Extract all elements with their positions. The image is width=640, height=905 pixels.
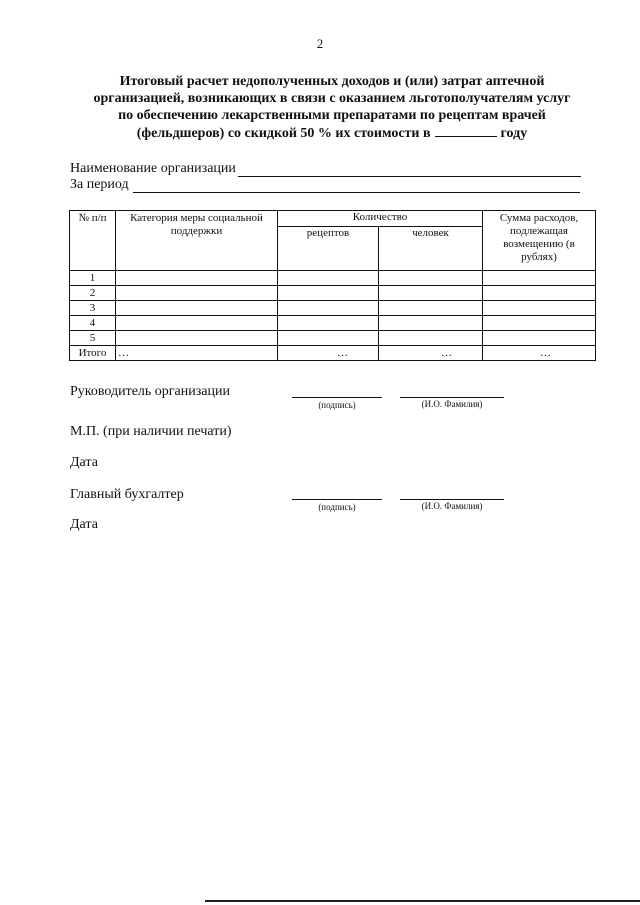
accountant-signature-line[interactable] [292, 499, 382, 500]
title-line-4-start: (фельдшеров) со скидкой 50 % их стоимости в [136, 126, 431, 141]
header-prescriptions: рецептов [278, 226, 379, 270]
total-sum: … [483, 346, 596, 361]
accountant-name-caption: (И.О. Фамилия) [421, 501, 483, 511]
header-people: человек [379, 226, 483, 270]
page-number: 2 [316, 36, 324, 51]
cell-people[interactable] [379, 316, 483, 331]
period-input-line[interactable] [133, 179, 580, 193]
cell-sum[interactable] [483, 331, 596, 346]
header-quantity: Количество [278, 211, 483, 227]
head-name-line[interactable] [400, 397, 504, 398]
title-line-2: организацией, возникающих в связи с оказанием льготополучателям услуг [93, 91, 571, 106]
organization-field-row [70, 161, 581, 177]
date-label: Дата [70, 455, 98, 470]
title-line-3: по обеспечению лекарственными препаратами по рецептам врачей [118, 108, 546, 123]
head-signature-caption: (подпись) [318, 400, 356, 410]
cell-prescriptions[interactable] [278, 301, 379, 316]
cell-category[interactable] [116, 271, 278, 286]
cell-people[interactable] [379, 301, 483, 316]
cell-prescriptions[interactable] [278, 286, 379, 301]
table-total-row [70, 346, 596, 361]
document-title [70, 73, 594, 142]
cell-sum[interactable] [483, 271, 596, 286]
title-line-4 [70, 124, 594, 142]
title-line-1: Итоговый расчет недополученных доходов и (или) затрат аптечной [119, 74, 545, 89]
row-number: 1 [70, 271, 116, 286]
cell-prescriptions[interactable] [278, 271, 379, 286]
period-field-row [70, 177, 580, 193]
cell-category[interactable] [116, 331, 278, 346]
cell-people[interactable] [379, 271, 483, 286]
row-number: 2 [70, 286, 116, 301]
period-label: За период [70, 177, 129, 192]
header-num: № п/п [70, 211, 116, 271]
cell-category[interactable] [116, 286, 278, 301]
accountant-label: Главный бухгалтер [70, 487, 184, 502]
cell-sum[interactable] [483, 316, 596, 331]
table-row [70, 316, 596, 331]
table-row [70, 301, 596, 316]
head-signature-line[interactable] [292, 397, 382, 398]
accountant-name-line[interactable] [400, 499, 504, 500]
total-people: … [379, 346, 483, 361]
cell-sum[interactable] [483, 301, 596, 316]
head-name-caption: (И.О. Фамилия) [421, 399, 483, 409]
summary-table [69, 210, 596, 361]
organization-input-line[interactable] [238, 163, 581, 177]
cell-sum[interactable] [483, 286, 596, 301]
date-label-2: Дата [70, 517, 98, 532]
total-label: Итого [70, 346, 116, 361]
row-number: 4 [70, 316, 116, 331]
scan-edge-line [205, 900, 640, 902]
year-blank-field[interactable] [435, 124, 497, 137]
cell-people[interactable] [379, 331, 483, 346]
stamp-label: М.П. (при наличии печати) [70, 424, 232, 439]
title-line-4-end: году [500, 126, 528, 141]
accountant-signature-caption: (подпись) [318, 502, 356, 512]
total-category: … [116, 346, 278, 361]
total-prescriptions: … [278, 346, 379, 361]
table-header-row [70, 211, 596, 227]
cell-prescriptions[interactable] [278, 316, 379, 331]
table-row [70, 331, 596, 346]
row-number: 5 [70, 331, 116, 346]
head-label: Руководитель организации [70, 384, 230, 399]
cell-people[interactable] [379, 286, 483, 301]
table-row [70, 271, 596, 286]
cell-category[interactable] [116, 316, 278, 331]
cell-category[interactable] [116, 301, 278, 316]
header-sum: Сумма расходов, подлежащая возмещению (в рублях) [483, 211, 596, 271]
organization-label: Наименование организации [70, 161, 236, 176]
header-category: Категория меры социальной поддержки [116, 211, 278, 271]
row-number: 3 [70, 301, 116, 316]
table-row [70, 286, 596, 301]
cell-prescriptions[interactable] [278, 331, 379, 346]
